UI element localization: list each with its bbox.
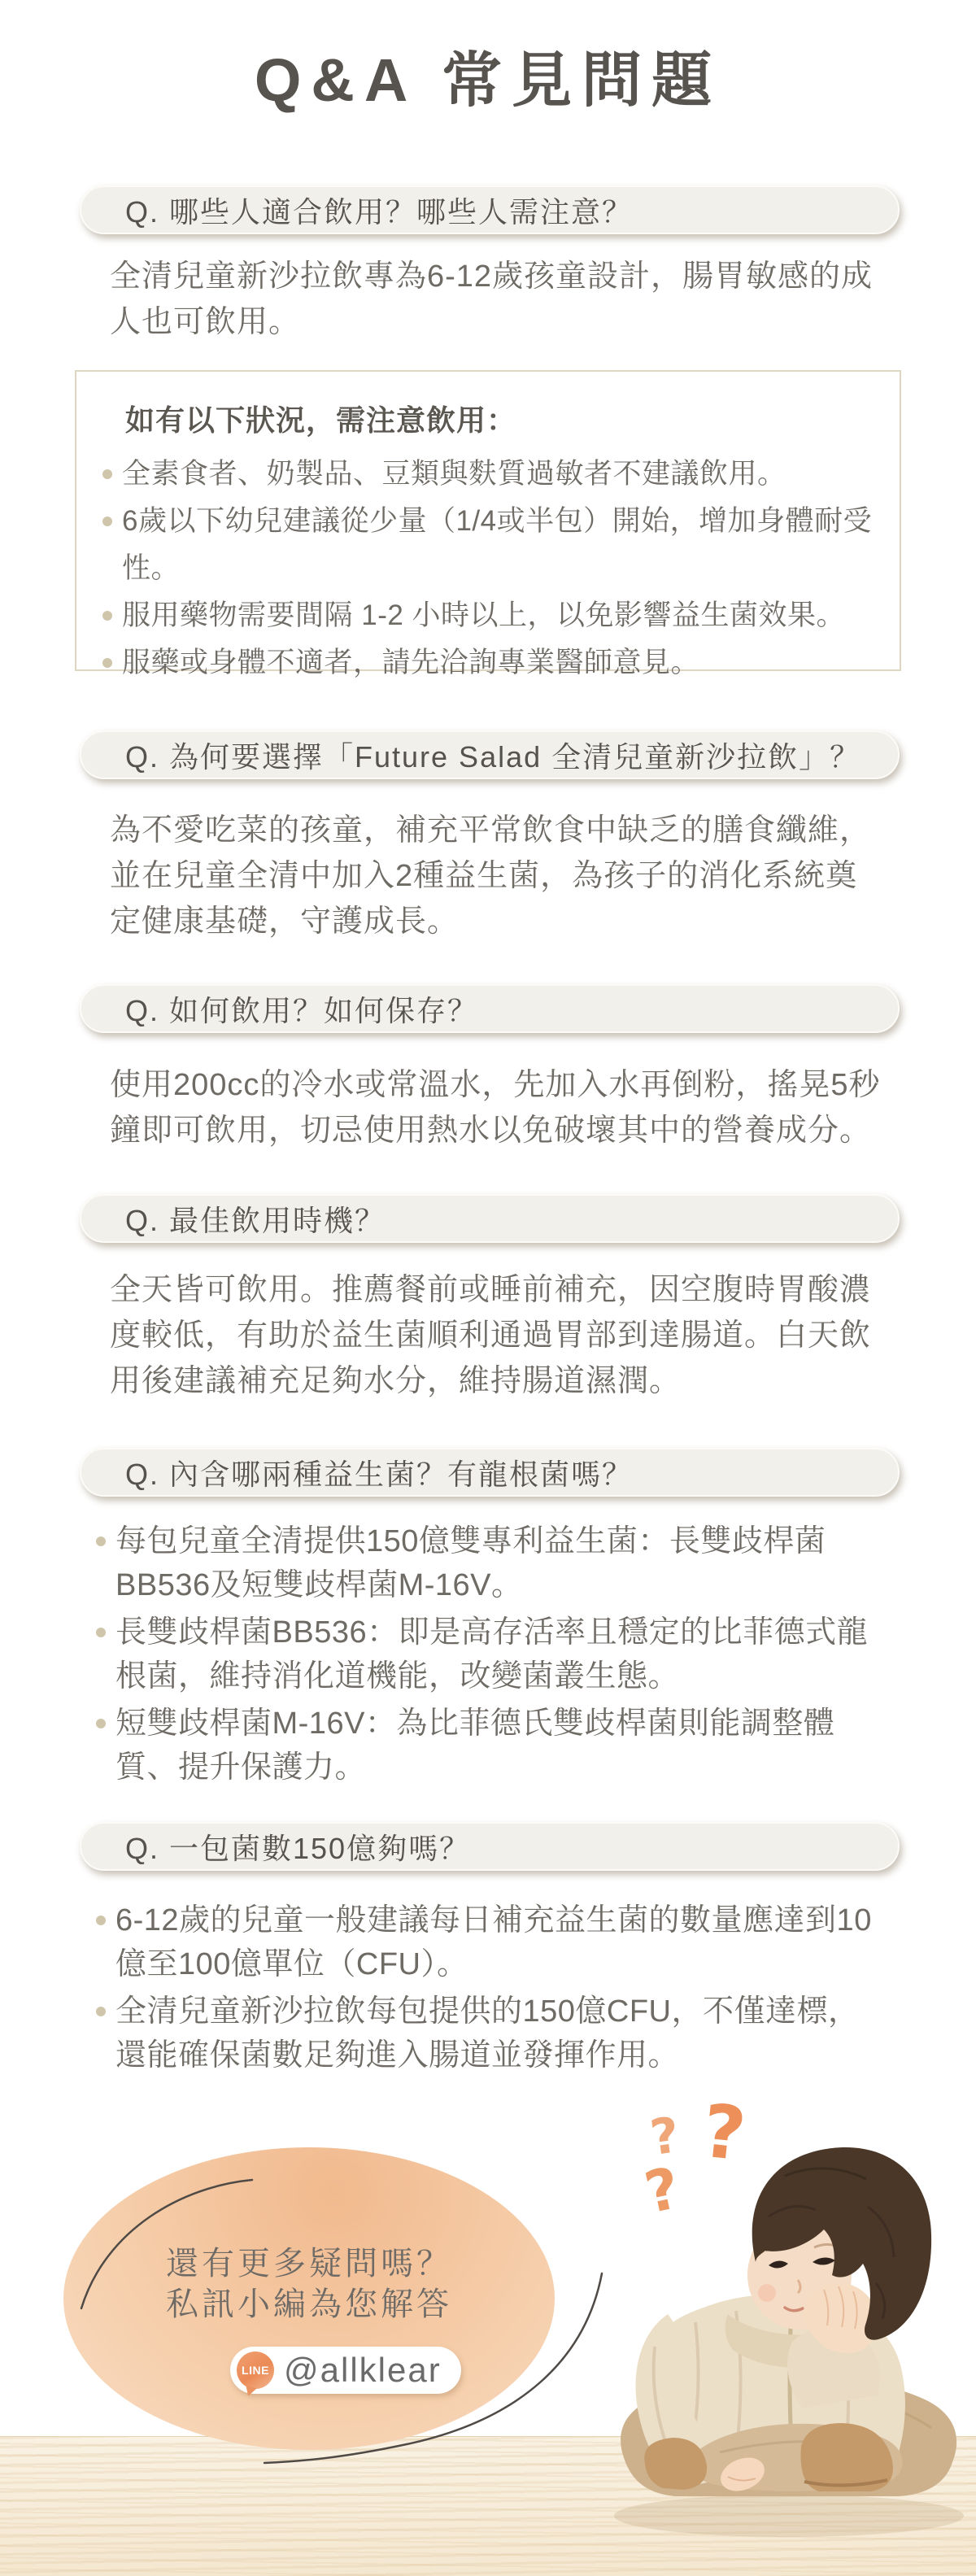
cfu-bullet-list [96, 1898, 887, 2081]
caution-note-box [75, 370, 901, 678]
bullet-text: 6-12歲的兒童一般建議每日補充益生菌的數量應達到10億至100億單位（CFU）。 [115, 1903, 872, 1981]
contact-line-1: 還有更多疑問嗎？ [166, 2246, 452, 2282]
bullet-dot-icon [102, 517, 112, 526]
list-item [102, 451, 883, 498]
answer-1: 全清兒童新沙拉飲專為6-12歲孩童設計，腸胃敏感的成人也可飲用。 [110, 259, 874, 339]
note-item-text: 服用藥物需要間隔 1-2 小時以上，以免影響益生菌效果。 [122, 599, 846, 631]
question-2-label: Q. 為何要選擇「Future Salad 全清兒童新沙拉飲」？ [125, 739, 861, 774]
question-pill-5 [80, 1448, 900, 1497]
bullet-dot-icon [96, 2007, 106, 2016]
answer-3: 使用200cc的冷水或常溫水，先加入水再倒粉，搖晃5秒鐘即可飲用，切忌使用熱水以免破壞其中的營養成分。 [110, 1068, 881, 1148]
question-pill-4 [80, 1194, 900, 1243]
question-pill-1 [80, 185, 900, 234]
list-item [96, 1611, 887, 1698]
list-item [96, 1702, 887, 1789]
question-pill-2 [80, 730, 900, 779]
question-1-label: Q. 哪些人適合飲用？哪些人需注意？ [125, 194, 634, 229]
question-3-label: Q. 如何飲用？如何保存？ [125, 993, 479, 1027]
question-mark-icon: ? [698, 2088, 750, 2178]
bullet-dot-icon [96, 1628, 106, 1637]
bullet-text: 長雙歧桿菌BB536：即是高存活率且穩定的比菲德式龍根菌，維持消化道機能，改變菌叢生態。 [115, 1615, 869, 1693]
bullet-text: 短雙歧桿菌M-16V：為比菲德氏雙歧桿菌則能調整體質、提升保護力。 [115, 1706, 835, 1785]
note-heading: 如有以下狀況，需注意飲用： [125, 403, 517, 437]
list-item [96, 1898, 887, 1986]
bullet-dot-icon [102, 658, 112, 668]
list-item [96, 1990, 887, 2077]
note-item-text: 服藥或身體不適者，請先洽詢專業醫師意見。 [122, 647, 700, 678]
bullet-dot-icon [96, 1536, 106, 1546]
list-item [102, 498, 883, 592]
swoosh-arcs [49, 2139, 618, 2481]
bullet-dot-icon [96, 1916, 106, 1925]
page-title: Q&A 常見問題 [254, 46, 722, 114]
thinking-child-photo [598, 2070, 972, 2542]
contact-line-2: 私訊小編為您解答 [166, 2286, 452, 2322]
bullet-dot-icon [96, 1719, 106, 1728]
answer-4: 全天皆可飲用。推薦餐前或睡前補充，因空腹時胃酸濃度較低，有助於益生菌順利通過胃部到達腸道。白天飲用後建議補充足夠水分，維持腸道濕潤。 [110, 1273, 872, 1398]
answer-2: 為不愛吃菜的孩童，補充平常飲食中缺乏的膳食纖維，並在兒童全清中加入2種益生菌，為孩子的消化系統奠定健康基礎，守護成長。 [110, 813, 872, 939]
note-item-text: 6歲以下幼兒建議從少量（1/4或半包）開始，增加身體耐受性。 [122, 505, 873, 584]
bullet-dot-icon [102, 611, 112, 621]
question-5-label: Q. 內含哪兩種益生菌？有龍根菌嗎？ [125, 1457, 634, 1491]
question-pill-3 [80, 984, 900, 1033]
question-mark-icon: ? [647, 2106, 683, 2168]
question-mark-icon: ? [638, 2154, 686, 2227]
list-item [102, 639, 883, 686]
question-6-label: Q. 一包菌數150億夠嗎？ [125, 1831, 471, 1865]
note-list [102, 451, 883, 686]
bullet-dot-icon [102, 469, 112, 479]
list-item [102, 592, 883, 639]
list-item [96, 1519, 887, 1607]
bullet-text: 每包兒童全清提供150億雙專利益生菌：長雙歧桿菌BB536及短雙歧桿菌M-16V。 [115, 1524, 826, 1602]
probiotic-bullet-list [96, 1519, 887, 1793]
line-icon-label: LINE [242, 2364, 269, 2377]
question-4-label: Q. 最佳飲用時機？ [125, 1203, 386, 1237]
line-id-text: @allklear [284, 2351, 442, 2389]
bullet-text: 全清兒童新沙拉飲每包提供的150億CFU，不僅達標，還能確保菌數足夠進入腸道並發揮作用。 [115, 1994, 860, 2073]
note-item-text: 全素食者、奶製品、豆類與麩質過敏者不建議飲用。 [122, 458, 786, 490]
question-pill-6 [80, 1822, 900, 1871]
